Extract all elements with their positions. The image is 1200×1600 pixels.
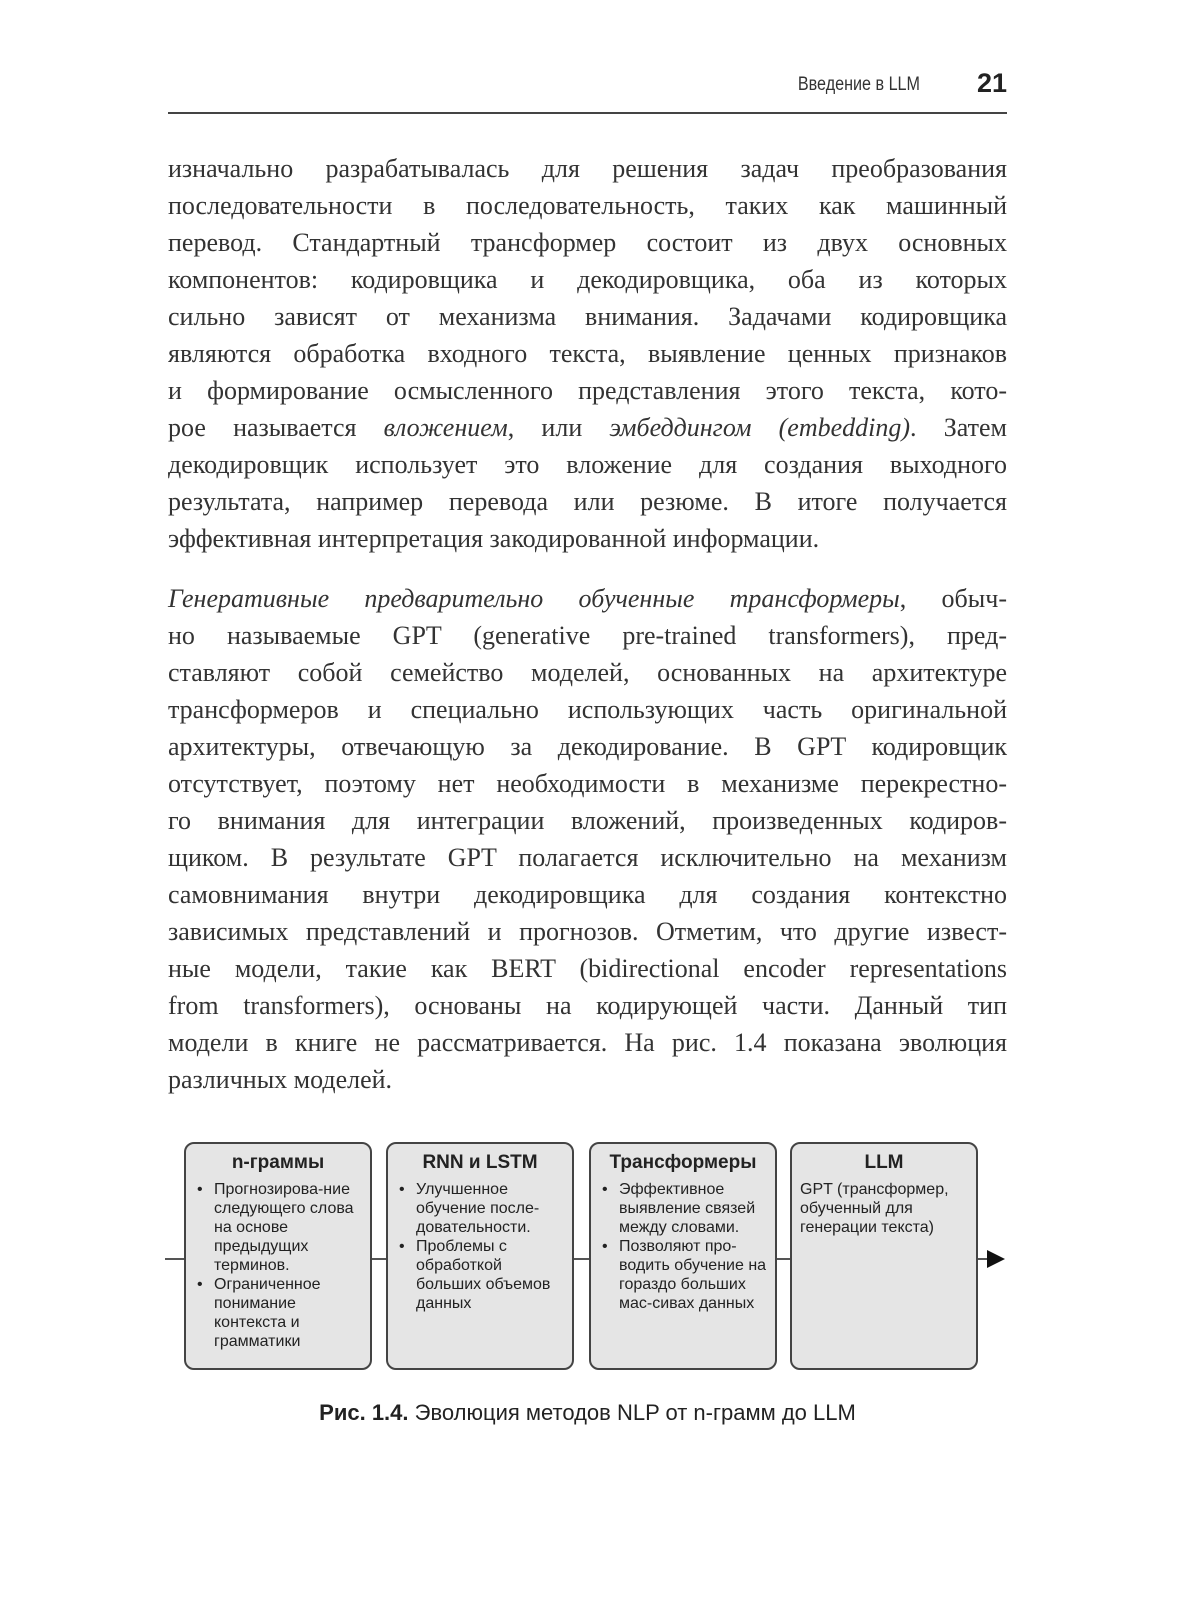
text-run: и формирование осмысленного представления этого текста, кото-: [168, 376, 1007, 405]
text-line: [168, 839, 1007, 876]
text-run: from transformers), основаны на кодирующей части. Данный тип: [168, 991, 1007, 1020]
header-rule: [168, 112, 1007, 114]
caption-label: Рис. 1.4.: [319, 1400, 409, 1425]
text-line: [168, 1024, 1007, 1061]
text-line: [168, 913, 1007, 950]
box-text: GPT (трансформер, обученный для генерации текста): [800, 1181, 949, 1236]
text-line: [168, 150, 1007, 187]
text-line: [168, 876, 1007, 913]
text-line: [168, 691, 1007, 728]
text-line: [168, 654, 1007, 691]
text-line: [168, 520, 1007, 557]
text-line: [168, 802, 1007, 839]
text-run: рое называется: [168, 413, 384, 442]
text-run: модели в книге не рассматривается. На рис. 1.4 показана эволюция: [168, 1028, 1007, 1057]
text-line: [168, 987, 1007, 1024]
text-run: трансформеров и специально использующих часть оригинальной: [168, 695, 1007, 724]
text-line: [168, 261, 1007, 298]
text-run: щиком. В результате GPT полагается исключительно на механизм: [168, 843, 1007, 872]
text-run: отсутствует, поэтому нет необходимости в механизме перекрестно-: [168, 769, 1007, 798]
box-rnn-lstm: [386, 1142, 574, 1370]
text-run: изначально разрабатывалась для решения задач преобразования: [168, 154, 1007, 183]
caption-text: Эволюция методов NLP от n-грамм до LLM: [408, 1400, 856, 1425]
box-bullet: • Позволяют про-водить обучение на гораздо больших мас-сивах данных: [619, 1237, 771, 1313]
text-run: самовнимания внутри декодировщика для создания контекстно: [168, 880, 1007, 909]
box-title: Трансформеры: [609, 1152, 757, 1173]
box-ngrams: [184, 1142, 372, 1370]
text-line: [168, 765, 1007, 802]
box-bullet: • Проблемы с обработкой больших объемов данных: [416, 1237, 568, 1313]
text-run: , или: [507, 413, 610, 442]
evolution-diagram: [160, 1140, 1020, 1380]
box-title: n-граммы: [231, 1152, 325, 1173]
text-run: но называемые GPT (generative pre-trained transformers), пред-: [168, 621, 1007, 650]
box-bullet: • Эффективное выявление связей между словами.: [619, 1180, 771, 1237]
text-line: [168, 224, 1007, 261]
text-run: различных моделей.: [168, 1065, 393, 1094]
text-line: [168, 728, 1007, 765]
text-line: [168, 446, 1007, 483]
paragraph-2: [168, 580, 1007, 1098]
text-run: ставляют собой семейство моделей, основанных на архитектуре: [168, 658, 1007, 687]
text-run: зависимых представлений и прогнозов. Отметим, что другие извест-: [168, 917, 1007, 946]
text-line: [168, 950, 1007, 987]
text-run: . Затем: [910, 413, 1007, 442]
text-line: [168, 617, 1007, 654]
text-line: [168, 580, 1007, 617]
text-run: ные модели, такие как BERT (bidirectional encoder representations: [168, 954, 1007, 983]
text-line: [168, 1061, 1007, 1098]
text-run: сильно зависят от механизма внимания. Задачами кодировщика: [168, 302, 1007, 331]
box-bullet: • Улучшенное обучение после-довательности.: [416, 1180, 568, 1237]
box-bullet: • Прогнозирова-ние следующего слова на основе предыдущих терминов.: [214, 1180, 366, 1275]
text-run: декодировщик использует это вложение для создания выходного: [168, 450, 1007, 479]
text-line: [168, 409, 1007, 446]
box-bullet: • Ограниченное понимание контекста и грамматики: [214, 1275, 366, 1351]
text-line: [168, 372, 1007, 409]
box-llm: [790, 1142, 978, 1370]
text-run: перевод. Стандартный трансформер состоит из двух основных: [168, 228, 1007, 257]
box-title: RNN и LSTM: [422, 1152, 538, 1173]
text-run: го внимания для интеграции вложений, произведенных кодиров-: [168, 806, 1007, 835]
box-transformers: [589, 1142, 777, 1370]
box-title: LLM: [864, 1152, 904, 1173]
paragraph-1: [168, 150, 1007, 557]
italic-term: Генеративные предварительно обученные трансформеры: [168, 584, 900, 613]
text-run: компонентов: кодировщика и декодировщика, оба из которых: [168, 265, 1007, 294]
text-run: эффективная интерпретация закодированной информации.: [168, 524, 820, 553]
text-run: результата, например перевода или резюме. В итоге получается: [168, 487, 1007, 516]
text-line: [168, 298, 1007, 335]
arrow-right-icon: [987, 1250, 1005, 1268]
italic-term: эмбеддингом (embedding): [609, 413, 911, 442]
page-number: 21: [976, 68, 1007, 98]
text-line: [168, 187, 1007, 224]
figure-caption: [168, 1400, 1007, 1426]
text-line: [168, 483, 1007, 520]
italic-term: вложением: [383, 413, 508, 442]
text-run: являются обработка входного текста, выявление ценных признаков: [168, 339, 1007, 368]
text-line: [168, 335, 1007, 372]
text-run: , обыч-: [899, 584, 1007, 613]
text-run: архитектуры, отвечающую за декодирование. В GPT кодировщик: [168, 732, 1007, 761]
text-run: последовательности в последовательность, таких как машинный: [168, 191, 1007, 220]
running-header-title: Введение в LLM: [797, 74, 920, 95]
